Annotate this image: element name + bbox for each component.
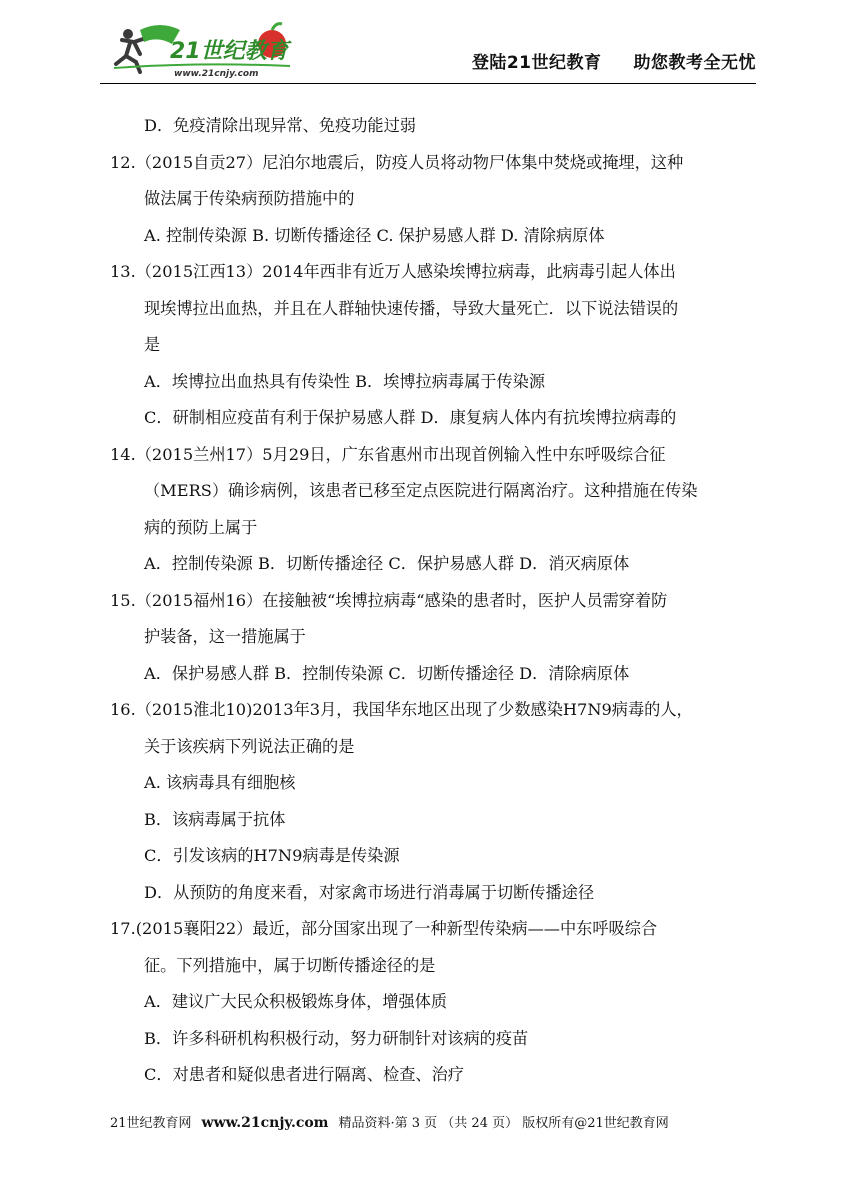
option-line: B．许多科研机构积极行动，努力研制针对该病的疫苗 — [144, 1028, 529, 1048]
option-line: A．保护易感人群 B．控制传染源 C．切断传播途径 D．清除病原体 — [144, 663, 630, 683]
question-text: （MERS）确诊病例，该患者已移至定点医院进行隔离治疗。这种措施在传染 — [144, 481, 698, 500]
question-text: 护装备，这一措施属于 — [144, 627, 306, 646]
option-line: A．建议广大民众积极锻炼身体，增强体质 — [144, 992, 448, 1011]
option-line: C．引发该病的H7N9病毒是传染源 — [144, 846, 400, 865]
logo-text: 21世纪教育 — [170, 39, 289, 64]
question-17: 17.(2015襄阳22）最近，部分国家出现了一种新型传染病——中东呼吸综合 — [110, 919, 658, 938]
site-logo — [100, 18, 300, 82]
option-line: D．免疫清除出现异常、免疫功能过弱 — [144, 116, 416, 135]
question-text: 做法属于传染病预防措施中的 — [144, 189, 355, 208]
question-16: 16.（2015淮北10)2013年3月，我国华东地区出现了少数感染H7N9病毒的人， — [110, 700, 693, 719]
footer-site: 21世纪教育网 — [110, 1116, 192, 1131]
question-15: 15.（2015福州16）在接触被“埃博拉病毒“感染的患者时，医护人员需穿着防 — [110, 590, 668, 610]
question-text: 征。下列措施中，属于切断传播途径的是 — [144, 955, 436, 975]
question-text: 关于该疾病下列说法正确的是 — [144, 736, 355, 756]
slogan-left: 登陆21世纪教育 — [471, 53, 602, 73]
option-line: A．控制传染源 B．切断传播途径 C．保护易感人群 D．消灭病原体 — [144, 554, 630, 573]
logo-url: www.21cnjy.com — [174, 69, 259, 79]
question-text: 是 — [144, 335, 161, 354]
page-header — [100, 18, 756, 82]
question-text: 病的预防上属于 — [144, 517, 258, 537]
question-13: 13.（2015江西13）2014年西非有近万人感染埃博拉病毒，此病毒引起人体出 — [110, 262, 676, 281]
option-line: D．从预防的角度来看，对家禽市场进行消毒属于切断传播途径 — [144, 882, 595, 902]
option-line: B．该病毒属于抗体 — [144, 809, 286, 829]
header-divider — [100, 83, 756, 84]
option-line: A. 控制传染源 B. 切断传播途径 C. 保护易感人群 D. 清除病原体 — [144, 225, 605, 245]
option-line: A．埃博拉出血热具有传染性 B．埃博拉病毒属于传染源 — [144, 371, 546, 391]
footer-url-link[interactable]: www.21cnjy.com — [201, 1115, 329, 1131]
question-14: 14.（2015兰州17）5月29日，广东省惠州市出现首例输入性中东呼吸综合征 — [110, 444, 666, 464]
footer-info: 精品资料·第 3 页 （共 24 页） 版权所有@21世纪教育网 — [338, 1116, 669, 1131]
option-line: A. 该病毒具有细胞核 — [144, 773, 296, 792]
question-text: 现埃博拉出血热，并且在人群轴快速传播，导致大量死亡．以下说法错误的 — [144, 298, 679, 318]
option-line: C．对患者和疑似患者进行隔离、检查、治疗 — [144, 1065, 464, 1084]
header-slogan — [472, 48, 756, 73]
slogan-right: 助您教考全无忧 — [633, 53, 756, 73]
page-footer — [110, 1112, 750, 1131]
option-line: C．研制相应疫苗有利于保护易感人群 D．康复病人体内有抗埃博拉病毒的 — [144, 408, 677, 427]
question-12: 12.（2015自贡27）尼泊尔地震后，防疫人员将动物尸体集中焚烧或掩埋，这种 — [110, 152, 684, 172]
